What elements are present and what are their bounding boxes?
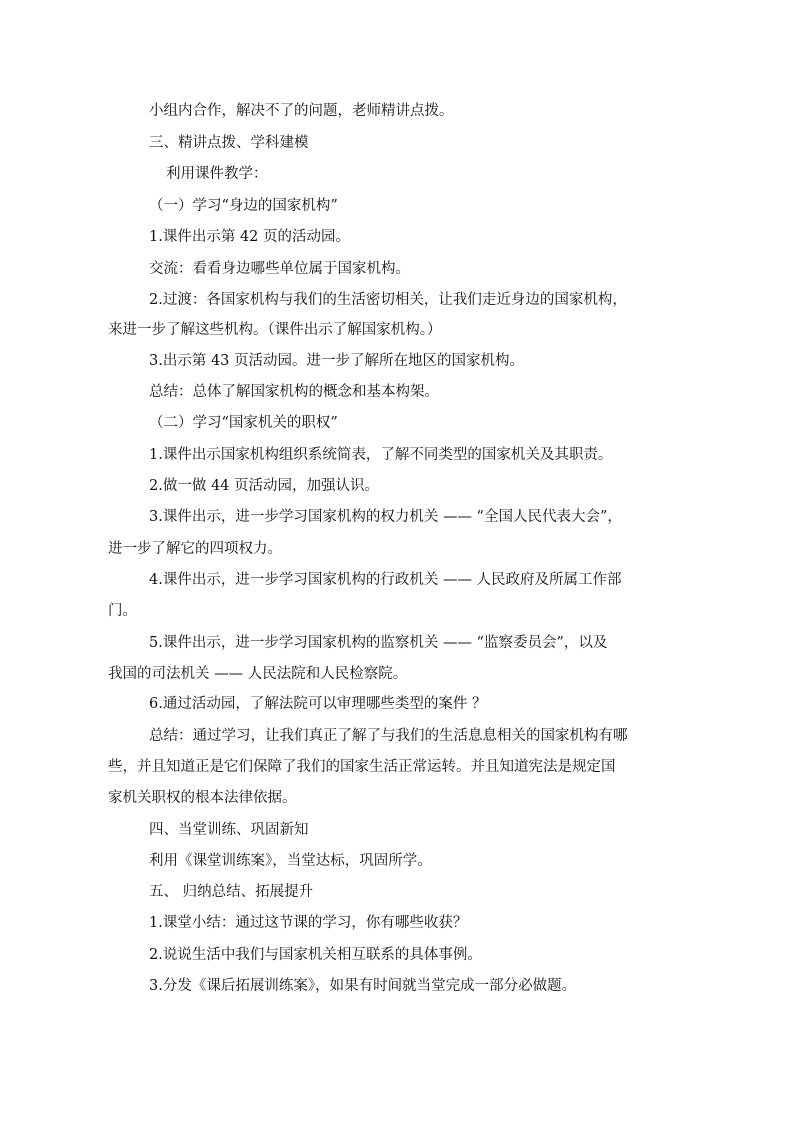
section-heading: 三、精讲点拨、学科建模 (149, 135, 309, 151)
text-line: 4.课件出示，进一步学习国家机构的行政机关 —— 人民政府及所属工作部 (149, 572, 622, 588)
text-line: 3.课件出示，进一步学习国家机构的权力机关 —— “全国人民代表大会”， (149, 509, 622, 525)
text-line: 1.课件出示国家机构组织系统简表，了解不同类型的国家机关及其职责。 (149, 447, 613, 463)
section-heading: 五、 归纳总结、拓展提升 (149, 884, 314, 900)
text-line: 小组内合作，解决不了的问题，老师精讲点拨。 (149, 103, 454, 119)
text-line: 交流：看看身边哪些单位属于国家机构。 (149, 261, 410, 277)
text-line: 2.做一做 44 页活动园，加强认识。 (149, 478, 380, 494)
section-heading: 四、当堂训练、巩固新知 (149, 822, 309, 838)
text-line: 利用课件教学： (166, 166, 268, 182)
text-line: 5.课件出示，进一步学习国家机构的监察机关 —— “监察委员会”，以及 (149, 635, 608, 651)
text-line: 总结：总体了解国家机构的概念和基本构架。 (149, 384, 439, 400)
text-line: 3.分发《课后拓展训练案》，如果有时间就当堂完成一部分必做题。 (149, 978, 577, 994)
text-line: 3.出示第 43 页活动园。进一步了解所在地区的国家机构。 (149, 353, 525, 369)
text-line: 总结：通过学习，让我们真正了解了与我们的生活息息相关的国家机构有哪 (149, 728, 628, 744)
subsection-heading: （二）学习“国家机关的职权” (149, 415, 338, 431)
text-line: 我国的司法机关 —— 人民法院和人民检察院。 (108, 666, 408, 682)
text-line: 门。 (108, 603, 137, 619)
subsection-heading: （一）学习“身边的国家机构” (149, 198, 338, 214)
text-line: 家机关职权的根本法律依据。 (108, 790, 297, 806)
text-line: 1.课件出示第 42 页的活动园。 (149, 229, 351, 245)
text-line: 进一步了解它的四项权力。 (108, 541, 282, 557)
text-line: 2.过渡：各国家机构与我们的生活密切相关，让我们走近身边的国家机构， (149, 292, 627, 308)
text-line: 2.说说生活中我们与国家机关相互联系的具体事例。 (149, 947, 482, 963)
text-line: 6.通过活动园，了解法院可以审理哪些类型的案件 ？ (149, 696, 487, 712)
text-line: 利用《课堂训练案》，当堂达标，巩固所学。 (149, 853, 432, 869)
text-line: 些，并且知道正是它们保障了我们的国家生活正常运转。并且知道宪法是规定国 (108, 759, 616, 775)
text-line: 来进一步了解这些机构。（课件出示了解国家机构。） (108, 322, 442, 338)
text-line: 1.课堂小结：通过这节课的学习，你有哪些收获？ (149, 915, 468, 931)
